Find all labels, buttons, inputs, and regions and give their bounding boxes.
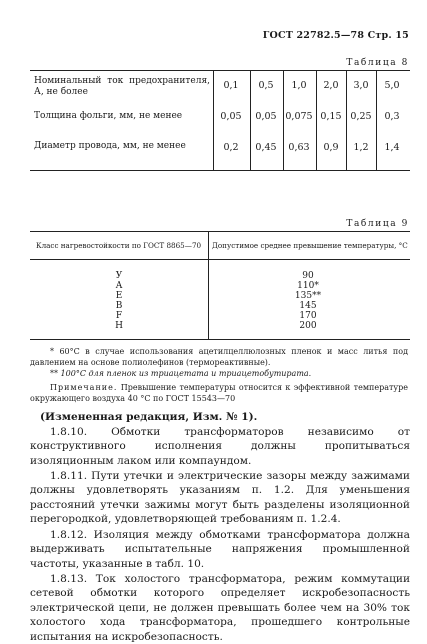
table9-value: 135** — [294, 291, 322, 301]
amendment-line: (Измененная редакция, Изм. № 1). — [40, 411, 258, 423]
table8-cell: 2,0 — [323, 80, 339, 91]
table8-caption: Таблица 8 — [346, 58, 409, 68]
table8-row1-label-line2: А, не более — [34, 87, 88, 97]
clause-1-8-12: 1.8.12. Изоляция между обмотками трансформатора должна выдерживать испытательные напряжения промышленной частоты, указанные в табл. 10. — [30, 529, 410, 570]
table8-cell: 0,5 — [258, 80, 274, 91]
table8-cell: 0,9 — [323, 142, 339, 153]
table8-cell: 1,2 — [353, 142, 369, 153]
table9-class: А — [115, 281, 123, 291]
table9-value: 170 — [299, 311, 317, 321]
table8-cell: 5,0 — [384, 80, 400, 91]
table9-col2-header: Допустимое среднее превышение температуры, °С — [212, 241, 408, 250]
row1-word3: предохранителя, — [129, 76, 210, 86]
table9-class: Н — [115, 321, 123, 331]
footnote-1: * 60°С в случае использования ацетилцеллюлозных пленок и масс литья под давлением на основе полиолефинов (термореактивные). — [30, 347, 408, 367]
table8-row1-label-line1 — [34, 76, 210, 87]
table8-cell: 3,0 — [353, 80, 369, 91]
table8-cell: 0,05 — [220, 111, 242, 122]
table8-cell: 0,45 — [255, 142, 277, 153]
table8-cell: 0,15 — [320, 111, 342, 122]
table9-class: У — [115, 271, 123, 281]
table8-cell: 0,63 — [288, 142, 310, 153]
table8-cell: 0,075 — [285, 111, 313, 122]
table9-col1-header: Класс нагревостойкости по ГОСТ 8865—70 — [36, 241, 202, 250]
table8-cell: 1,0 — [291, 80, 307, 91]
table9-value: 110* — [297, 281, 319, 291]
table9-class: В — [115, 301, 123, 311]
table8-cell: 0,05 — [255, 111, 277, 122]
table8-cell: 0,2 — [223, 142, 239, 153]
note-label: Примечание. — [50, 383, 118, 392]
table9-class: F — [115, 311, 123, 321]
clause-1-8-10: 1.8.10. Обмотки трансформаторов независимо от конструктивного исполнения должны пропитываться изоляционным лаком или компаундом. — [30, 426, 410, 467]
table9-value: 90 — [302, 271, 314, 281]
table9-value: 145 — [299, 301, 317, 311]
table8-row1-label — [34, 76, 210, 98]
page-header: ГОСТ 22782.5—78 Стр. 15 — [262, 30, 409, 41]
row1-word2: ток — [107, 76, 124, 86]
table8-cell: 0,3 — [384, 111, 400, 122]
table8-cell: 1,4 — [384, 142, 400, 153]
table8-cell: 0,25 — [350, 111, 372, 122]
table-note — [30, 382, 408, 404]
table8-row2-label: Толщина фольги, мм, не менее — [34, 111, 183, 121]
clause-1-8-11: 1.8.11. Пути утечки и электрические зазоры между зажимами должны удовлетворять указаниям п. 1.2. Для уменьшения расстояний утечки зажимы могут быть разделены изоляционной перегородкой, удовлетворяющей требованиям п. 1.2.4. — [30, 470, 410, 526]
footnote-2: ** 100°С для пленок из триацетата и триацетобутирата. — [50, 369, 312, 378]
table8-row3-label: Диаметр провода, мм, не менее — [34, 141, 186, 151]
row1-word1: Номинальный — [34, 76, 102, 86]
clause-1-8-13: 1.8.13. Ток холостого трансформатора, режим коммутации сетевой обмотки которого определяет искробезопасность электрической цепи, не должен превышать более чем на 30% ток холостого хода трансформатора, прошедшего контрольные испытания на искробезопасность. — [30, 573, 410, 643]
table9-caption: Таблица 9 — [346, 219, 409, 229]
table9-value: 200 — [299, 321, 317, 331]
note-text: Превышение температуры относится к эффективной температуре окружающего воздуха 40 °С по ГОСТ 15543—70 — [30, 383, 408, 403]
table9-class: Е — [115, 291, 123, 301]
table8-cell: 0,1 — [223, 80, 239, 91]
